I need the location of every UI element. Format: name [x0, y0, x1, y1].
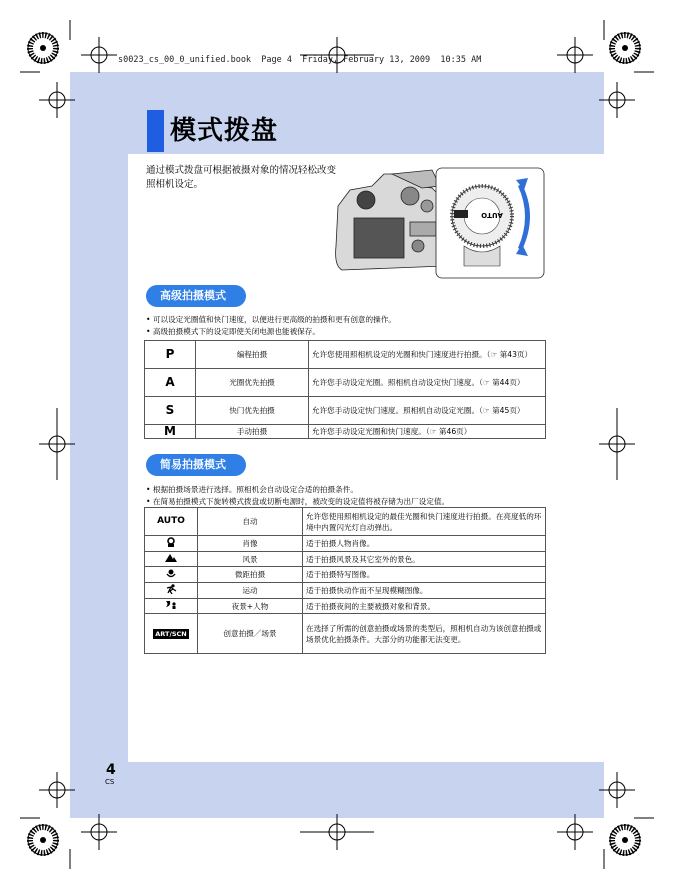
landscape-icon [145, 552, 198, 567]
starburst-icon [610, 33, 640, 63]
mode-symbol: P [145, 341, 196, 369]
mode-description: 适于拍摄夜间的主要被摄对象和背景。 [303, 599, 546, 614]
crosshair-icon [599, 772, 635, 808]
print-header: s0023_cs_00_0_unified.book Page 4 Friday, February 13, 2009 10:35 AM [118, 55, 482, 65]
mode-name: 风景 [198, 552, 303, 567]
mode-description: 允许您手动设定快门速度。照相机自动设定光圈。（☞ 第45页） [309, 397, 546, 425]
crosshair-icon [599, 408, 635, 480]
easy-bullets [146, 484, 449, 508]
mode-name: 光圈优先拍摄 [196, 369, 309, 397]
mode-description: 适于拍摄风景及其它室外的景色。 [303, 552, 546, 567]
mode-description: 适于拍摄快动作而不呈现模糊图像。 [303, 583, 546, 599]
mode-description: 允许您使用照相机设定的光圈和快门速度进行拍摄。（☞ 第43页） [309, 341, 546, 369]
mode-name: 夜景+人物 [198, 599, 303, 614]
mode-name: 编程拍摄 [196, 341, 309, 369]
mode-name: 微距拍摄 [198, 567, 303, 583]
table-row [145, 536, 546, 552]
mode-symbol: M [145, 425, 196, 439]
mode-description: 在选择了所需的创意拍摄或场景的类型后，照相机自动为该创意拍摄或场景优化拍摄条件。大部分的功能都无法变更。 [303, 614, 546, 654]
page-title: 模式拨盘 [170, 116, 279, 146]
camera-icon [336, 170, 444, 270]
mode-name: 运动 [198, 583, 303, 599]
page-number: 4 [106, 762, 116, 778]
mode-description: 适于拍摄特写图像。 [303, 567, 546, 583]
mode-symbol: A [145, 369, 196, 397]
mode-name: 自动 [198, 508, 303, 536]
table-row [145, 425, 546, 439]
crosshair-icon [39, 772, 75, 808]
title-accent-bar [147, 110, 164, 152]
list-item: • 在简易拍摄模式下旋转模式拨盘或切断电源时，被改变的设定值将被存储为出厂设定值。 [146, 496, 449, 508]
table-row [145, 397, 546, 425]
night-portrait-icon [145, 599, 198, 614]
starburst-icon [28, 33, 58, 63]
table-row [145, 552, 546, 567]
crosshair-icon [300, 814, 374, 850]
table-row [145, 341, 546, 369]
table-row [145, 583, 546, 599]
starburst-icon [28, 825, 58, 855]
sport-icon [145, 583, 198, 599]
mode-symbol: ART/SCN [155, 629, 187, 638]
section-heading-easy: 简易拍摄模式 [146, 454, 246, 476]
list-item: • 根据拍摄场景进行选择。照相机会自动设定合适的拍摄条件。 [146, 484, 449, 496]
crosshair-icon [557, 814, 593, 850]
mode-description: 允许您使用照相机设定的最佳光圈和快门速度进行拍摄。在亮度低的环境中内置闪光灯自动弹出。 [303, 508, 546, 536]
macro-icon [145, 567, 198, 583]
mode-name: 手动拍摄 [196, 425, 309, 439]
section-heading-advanced: 高级拍摄模式 [146, 285, 246, 307]
table-row [145, 599, 546, 614]
crosshair-icon [557, 37, 593, 73]
page-language: CS [105, 778, 115, 786]
art-scn-icon [145, 614, 198, 654]
mode-symbol: S [145, 397, 196, 425]
mode-name: 创意拍摄／场景 [198, 614, 303, 654]
intro-text: 通过模式拨盘可根据被摄对象的情况轻松改变照相机设定。 [146, 165, 337, 190]
mode-description: 允许您手动设定光圈和快门速度。（☞ 第46页） [309, 425, 546, 439]
table-row [145, 567, 546, 583]
crosshair-icon [81, 37, 117, 73]
crosshair-icon [599, 82, 635, 118]
table-row [145, 369, 546, 397]
camera-dial-illustration [332, 166, 546, 280]
mode-symbol: AUTO [145, 508, 198, 536]
crosshair-icon [39, 408, 75, 480]
advanced-modes-table [144, 340, 546, 439]
list-item: • 高级拍摄模式下的设定即使关闭电源也能被保存。 [146, 326, 396, 338]
table-row [145, 614, 546, 654]
starburst-icon [610, 825, 640, 855]
mode-description: 允许您手动设定光圈。照相机自动设定快门速度。（☞ 第44页） [309, 369, 546, 397]
table-row [145, 508, 546, 536]
mode-name: 快门优先拍摄 [196, 397, 309, 425]
list-item: • 可以设定光圈值和快门速度，以便进行更高级的拍摄和更有创意的操作。 [146, 314, 396, 326]
mode-name: 肖像 [198, 536, 303, 552]
advanced-bullets [146, 314, 396, 338]
dial-auto-label: AUTO [481, 211, 503, 219]
crosshair-icon [81, 814, 117, 850]
portrait-icon [145, 536, 198, 552]
easy-modes-table [144, 507, 546, 654]
mode-description: 适于拍摄人物肖像。 [303, 536, 546, 552]
crosshair-icon [39, 82, 75, 118]
